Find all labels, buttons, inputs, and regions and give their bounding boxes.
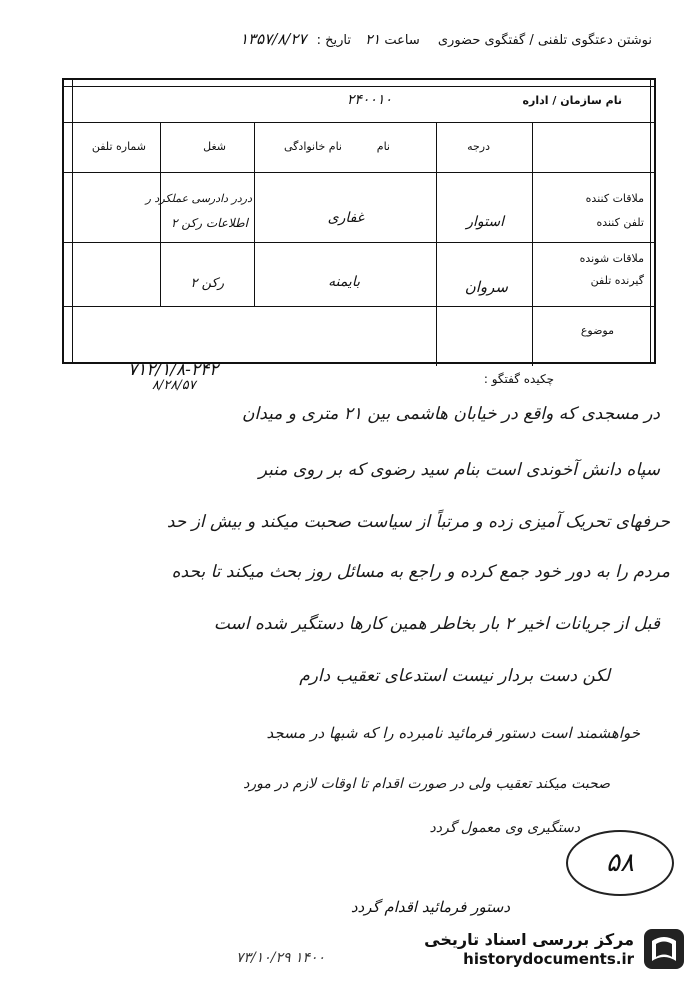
row2-last-name: بایمنه xyxy=(328,274,360,290)
table-line xyxy=(72,80,73,362)
record-form-table xyxy=(62,78,656,364)
row2-job: رکن ۲ xyxy=(190,276,224,291)
table-line xyxy=(160,122,161,306)
table-line xyxy=(64,122,654,123)
table-line xyxy=(650,80,651,362)
body-line: لکن دست بردار نیست استدعای تعقیب دارم xyxy=(299,666,610,686)
row2-rank: سروان xyxy=(464,278,508,296)
watermark-url: historydocuments.ir xyxy=(463,949,634,968)
row2-label-visited: ملاقات شونده xyxy=(579,252,644,265)
reference-number: ۷۱۲/۱/۸-۲۴۲ xyxy=(128,360,219,380)
table-line xyxy=(254,122,255,306)
page-number-circle xyxy=(566,830,674,896)
row1-label-visitor: ملاقات کننده xyxy=(585,192,644,205)
body-line: حرفهای تحریک آمیزی زده و مرتباً از سیاست صحبت میکند و بیش از حد xyxy=(166,512,670,532)
row1-last-name: غفاری xyxy=(327,210,364,226)
document-header xyxy=(240,30,652,48)
table-line xyxy=(436,122,437,366)
body-line: در مسجدی که واقع در خیابان هاشمی بین ۲۱ متری و میدان xyxy=(242,404,660,424)
archive-logo-icon xyxy=(642,927,686,971)
watermark xyxy=(418,922,686,976)
table-line xyxy=(64,172,654,173)
col-job: شغل xyxy=(203,140,226,153)
row1-label-caller: تلفن کننده xyxy=(596,216,644,229)
date-label: تاریخ : xyxy=(316,33,352,48)
watermark-title: مرکز بررسی اسناد تاریخی xyxy=(424,930,634,950)
reference-date: ۸/۲۸/۵۷ xyxy=(152,378,196,393)
subject-label: موضوع xyxy=(580,324,614,337)
table-line xyxy=(64,242,654,243)
body-line: سپاه دانش آخوندی است بنام سید رضوی که بر روی منبر xyxy=(258,460,660,480)
org-label: نام سازمان / اداره xyxy=(522,94,622,107)
summary-label: چکیده گفتگو : xyxy=(483,372,554,386)
org-value: ۲۴۰۰۱۰ xyxy=(346,92,392,108)
col-last-name: نام خانوادگی xyxy=(284,140,342,153)
body-line: خواهشمند است دستور فرمائید نامبرده را که شبها در مسجد xyxy=(266,724,640,742)
hour-label: ساعت xyxy=(384,33,420,48)
page-number: ۵۸ xyxy=(606,848,634,878)
body-line: قبل از جریانات اخیر ۲ بار بخاطر همین کارها دستگیر شده است xyxy=(213,614,660,634)
hour-value: ۲۱ xyxy=(365,32,381,48)
table-line xyxy=(532,122,533,366)
row1-rank: استوار xyxy=(466,214,504,230)
table-line xyxy=(64,86,654,87)
col-rank: درجه xyxy=(467,140,490,153)
body-line: صحبت میکند تعقیب ولی در صورت اقدام تا اوقات لازم در مورد xyxy=(243,776,610,792)
signature-line: دستور فرمائید اقدام گردد xyxy=(350,898,510,916)
header-title: نوشتن دعتگوی تلفنی / گفتگوی حضوری xyxy=(437,33,652,48)
footer-handwriting: ۷۳/۱۰/۲۹ ۱۴۰۰ xyxy=(236,950,326,966)
row1-job-line1: دردر دادرسی عملکرد ر xyxy=(145,192,252,205)
row1-job-line2: اطلاعات رکن ۲ xyxy=(171,216,248,230)
body-line: مردم را به دور خود جمع کرده و راجع به مسائل روز بحث میکند تا بحده xyxy=(171,562,670,582)
body-line: دستگیری وی معمول گردد xyxy=(429,820,580,836)
col-first-name: نام xyxy=(376,140,390,153)
table-line xyxy=(64,306,654,307)
col-phone: شماره تلفن xyxy=(91,140,146,153)
row2-label-receiver: گیرنده تلفن xyxy=(590,274,644,287)
date-value: ۱۳۵۷/۸/۲۷ xyxy=(239,30,307,48)
